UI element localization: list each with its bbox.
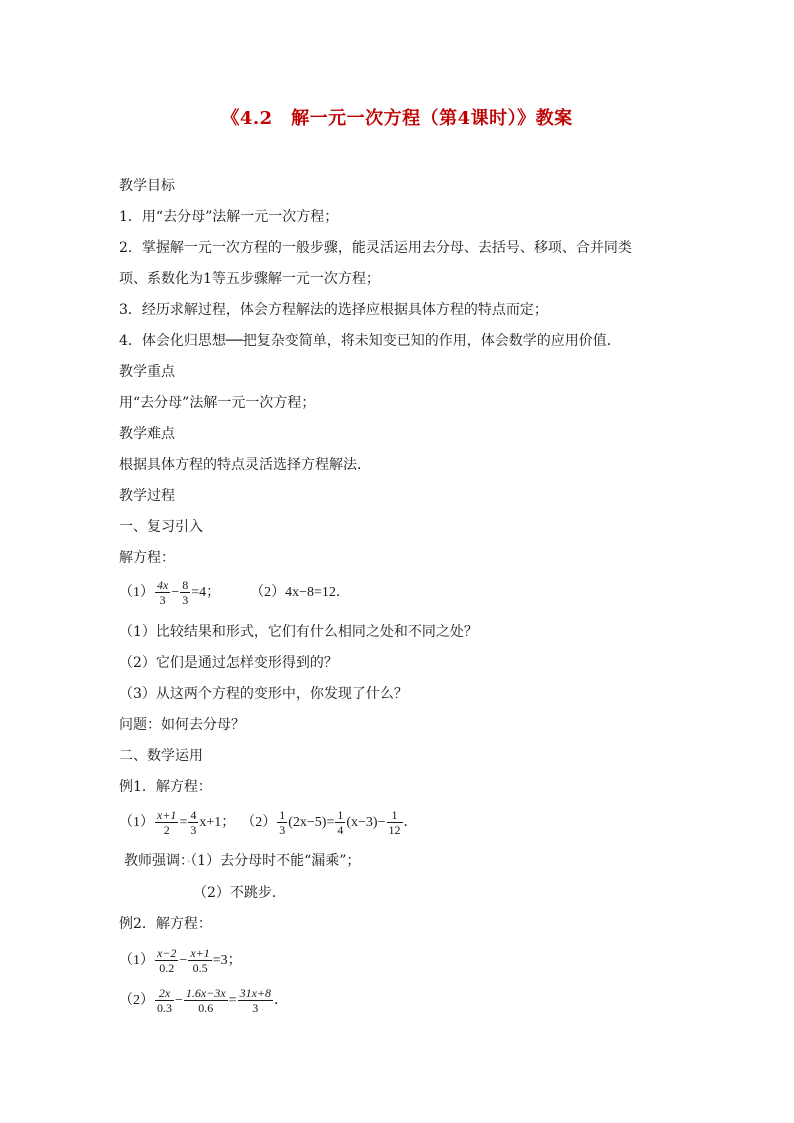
solve-label: 解方程： <box>119 550 175 566</box>
section-review-heading: 一、复习引入 <box>119 519 203 535</box>
fraction: $\frac{4}{3}$ <box>190 808 197 837</box>
equation-end: ． <box>274 992 288 1008</box>
fraction: $\frac{1}{3}$ <box>279 808 286 837</box>
fraction: $\frac{x+1}{0.5}$ <box>190 946 210 975</box>
goal-item-1: 1．用“去分母”法解一元一次方程； <box>119 209 339 225</box>
example-1-label: 例1．解方程： <box>119 779 212 795</box>
operator: = <box>179 814 188 830</box>
key-heading: 教学重点 <box>119 364 175 380</box>
goal-item-2-continued: 项、系数化为1等五步骤解一元一次方程； <box>119 271 380 287</box>
equation-rest: (2x−5)= <box>288 814 335 830</box>
marker-dot-icon: · <box>187 857 191 868</box>
teacher-note-1: （1）去分母时不能“漏乘”； <box>190 853 361 869</box>
operator: − <box>171 584 180 600</box>
eq-number: （1） <box>119 952 154 968</box>
fraction: $\frac{2x}{0.3}$ <box>157 986 172 1015</box>
fraction: $\frac{4x}{3}$ <box>157 578 169 607</box>
fraction: $\frac{1.6x-3x}{0.6}$ <box>185 986 226 1015</box>
teacher-note-label: 教师强调： <box>124 853 187 869</box>
eq-number: （2） <box>119 992 154 1008</box>
section-application-heading: 二、数学运用 <box>119 748 203 764</box>
eq-number: （1） <box>119 814 154 830</box>
example-2-equation-1 <box>119 946 242 975</box>
equation-rest: =4； <box>191 584 221 600</box>
operator: = <box>228 992 237 1008</box>
goal-item-3: 3．经历求解过程，体会方程解法的选择应根据具体方程的特点而定； <box>119 302 548 318</box>
key-text: 用“去分母”法解一元一次方程； <box>119 395 316 411</box>
difficulty-heading: 教学难点 <box>119 426 175 442</box>
example-2-equation-2 <box>119 986 288 1015</box>
fraction: $\frac{x-2}{0.2}$ <box>157 946 177 975</box>
fraction: $\frac{1}{4}$ <box>337 808 344 837</box>
fraction: $\frac{31x+8}{3}$ <box>239 986 271 1015</box>
equation-end: ． <box>403 814 418 830</box>
question-1: （1）比较结果和形式，它们有什么相同之处和不同之处？ <box>119 624 478 640</box>
goal-item-4: 4．体会化归思想──把复杂变简单，将未知变已知的作用，体会数学的应用价值． <box>119 333 621 349</box>
review-equations <box>119 578 350 607</box>
process-heading: 教学过程 <box>119 488 175 504</box>
teacher-note-2: （2）不跳步． <box>193 885 286 901</box>
operator: − <box>179 952 188 968</box>
question-2: （2）它们是通过怎样变形得到的？ <box>119 655 338 671</box>
equation-rest: x+1； <box>199 814 236 830</box>
question-main: 问题：如何去分母？ <box>119 717 245 733</box>
question-3: （3）从这两个方程的变形中，你发现了什么？ <box>119 686 408 702</box>
equation-2: （2）4x−8=12． <box>250 584 350 600</box>
fraction: $\frac{8}{3}$ <box>182 578 189 607</box>
eq-number: （2） <box>241 814 277 830</box>
fraction: $\frac{1}{12}$ <box>388 808 401 837</box>
example-2-label: 例2．解方程： <box>119 916 212 932</box>
fraction: $\frac{x+1}{2}$ <box>157 808 177 837</box>
operator: − <box>175 992 183 1008</box>
goals-heading: 教学目标 <box>119 178 175 194</box>
difficulty-text: 根据具体方程的特点灵活选择方程解法． <box>119 457 371 473</box>
example-1-equations <box>119 808 418 837</box>
equation-rest: =3； <box>212 952 242 968</box>
equation-rest: (x−3)− <box>346 814 386 830</box>
eq-number: （1） <box>119 584 154 600</box>
teacher-note-line-1 <box>124 851 360 873</box>
document-title: 《4.2 解一元一次方程（第4课时）》教案 <box>221 108 573 129</box>
goal-item-2: 2．掌握解一元一次方程的一般步骤，能灵活运用去分母、去括号、移项、合并同类 <box>119 240 632 256</box>
